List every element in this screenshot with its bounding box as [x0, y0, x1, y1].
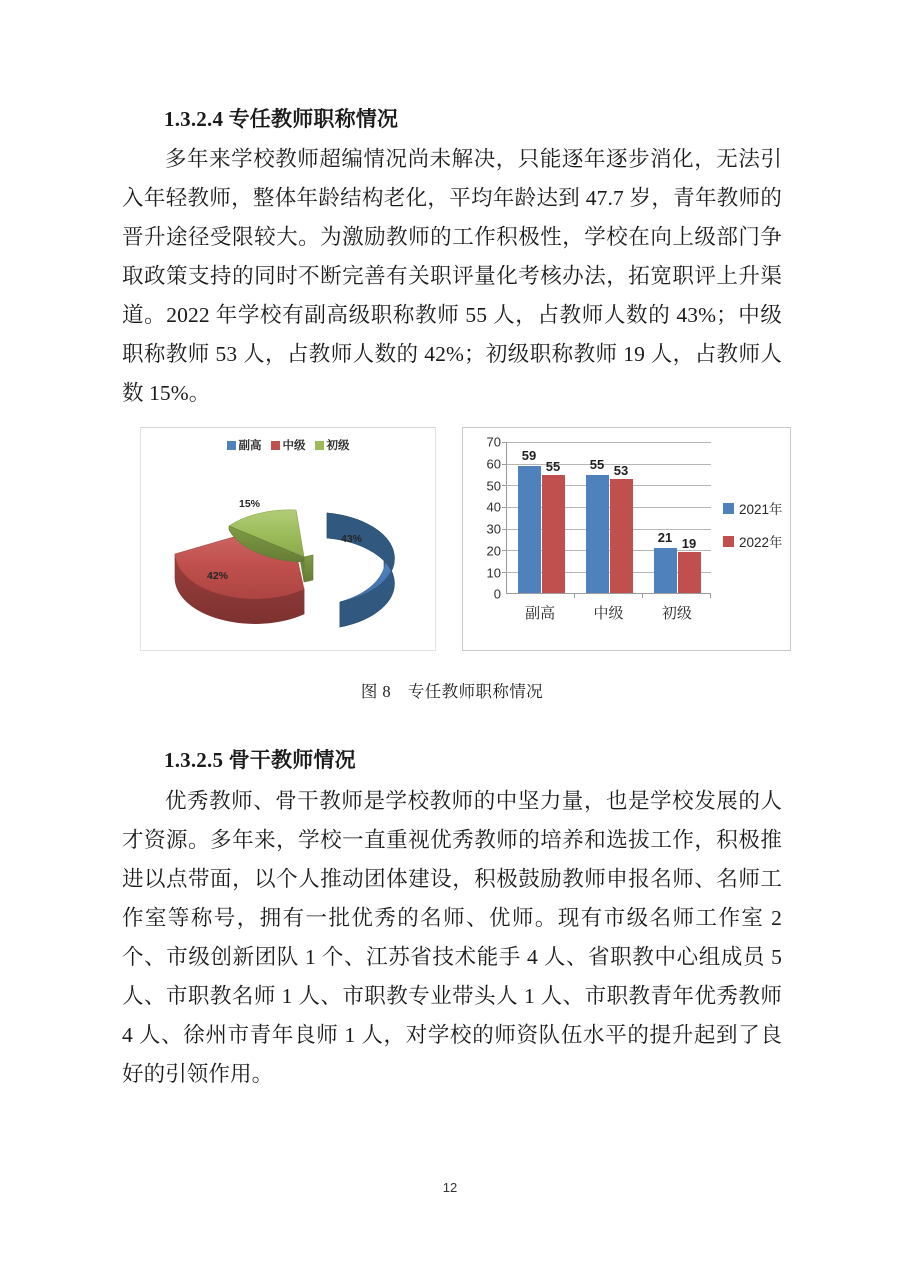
- bar-legend-label-2022: 2022年: [739, 535, 783, 551]
- pie-legend-label-2: 初级: [326, 440, 350, 453]
- bar-value-2022-1: 53: [613, 463, 629, 479]
- pie-legend-label-0: 副高: [238, 440, 262, 453]
- pie-legend-item-2: [315, 437, 350, 453]
- pie-legend-swatch-green: [315, 441, 324, 450]
- section-paragraph-1324: 多年来学校教师超编情况尚未解决，只能逐年逐步消化，无法引入年轻教师，整体年龄结构老化，平均年龄达到 47.7 岁，青年教师的晋升途径受限较大。为激励教师的工作积极性，学校在向上级部门争取政策支持的同时不断完善有关职评量化考核办法，拓宽职评上升渠道。2022 年学校有副高级职称教师 55 人，占教师人数的 43%；中级职称教师 53 人，占教师人数的 42%；初级职称教师 19 人，占教师人数 15%。: [122, 147, 782, 406]
- bar-group-1: [575, 442, 643, 593]
- pie-data-label-red: 42%: [207, 570, 229, 583]
- section-heading-1324: 1.3.2.4 专任教师职称情况: [164, 107, 399, 131]
- pie-data-label-blue: 43%: [341, 533, 363, 546]
- bar-2021-0: [518, 448, 541, 593]
- x-label-1: 中级: [593, 606, 624, 623]
- page-number: 12: [442, 1180, 458, 1195]
- pie-legend-swatch-blue: [227, 441, 236, 450]
- y-tick-10: 10: [486, 565, 501, 581]
- y-tick-40: 40: [486, 499, 501, 515]
- bar-value-2021-2: 21: [657, 530, 673, 546]
- y-tick-60: 60: [486, 456, 501, 472]
- bar-2021-1: [586, 456, 609, 594]
- pie-chart-legend: [141, 437, 435, 453]
- bar-group-2: [643, 442, 711, 593]
- x-label-2: 初级: [661, 606, 692, 623]
- bar-chart-plot-area: [506, 442, 711, 594]
- bar-2022-1: [610, 463, 633, 593]
- y-tick-0: 0: [493, 586, 501, 602]
- x-label-0: 副高: [525, 606, 556, 623]
- bar-legend-item-2021: [723, 498, 783, 518]
- bar-legend-item-2022: [723, 531, 783, 551]
- bar-value-2021-0: 59: [521, 448, 537, 464]
- bar-2022-0: [542, 458, 565, 594]
- bar-chart-y-axis: [471, 434, 501, 602]
- pie-legend-label-1: 中级: [282, 440, 306, 453]
- bar-2022-2: [678, 536, 701, 593]
- y-tick-20: 20: [486, 543, 501, 559]
- figure-caption: 图 8 专任教师职称情况: [360, 682, 544, 702]
- y-tick-50: 50: [486, 478, 501, 494]
- section-heading-1325: 1.3.2.5 骨干教师情况: [164, 748, 356, 773]
- bar-chart: [462, 427, 791, 651]
- bar-chart-inner: [471, 434, 784, 646]
- bar-chart-legend: [723, 498, 783, 564]
- pie-chart-plot-area: [141, 458, 437, 652]
- pie-data-label-green: 15%: [239, 498, 261, 511]
- pie-chart: [140, 427, 436, 651]
- bar-chart-x-axis: [506, 602, 711, 623]
- bar-legend-swatch-2021: [723, 503, 734, 514]
- pie-legend-item-0: [227, 437, 262, 453]
- pie-chart-graphic: [141, 458, 437, 652]
- y-tick-30: 30: [486, 521, 501, 537]
- bar-value-2022-2: 19: [681, 536, 697, 552]
- bar-2021-2: [654, 530, 677, 593]
- bar-group-0: [507, 442, 575, 593]
- y-tick-70: 70: [486, 434, 501, 450]
- page-content: [122, 0, 782, 1094]
- figure-8-charts: [140, 427, 791, 651]
- bar-groups: [507, 442, 711, 593]
- section-paragraph-1325: 优秀教师、骨干教师是学校教师的中坚力量，也是学校发展的人才资源。多年来，学校一直重视优秀教师的培养和选拔工作，积极推进以点带面，以个人推动团体建设，积极鼓励教师申报名师、名师工作室等称号，拥有一批优秀的名师、优师。现有市级名师工作室 2 个、市级创新团队 1 个、江苏省技术能手 4 人、省职教中心组成员 5 人、市职教名师 1 人、市职教专业带头人 1 人、市职教青年优秀教师 4 人、徐州市青年良师 1 人，对学校的师资队伍水平的提升起到了良好的引领作用。: [122, 788, 782, 1086]
- pie-legend-item-1: [271, 437, 306, 453]
- bar-value-2021-1: 55: [589, 456, 605, 472]
- bar-legend-swatch-2022: [723, 536, 734, 547]
- pie-legend-swatch-red: [271, 441, 280, 450]
- bar-value-2022-0: 55: [545, 458, 561, 474]
- bar-legend-label-2021: 2021年: [739, 502, 783, 518]
